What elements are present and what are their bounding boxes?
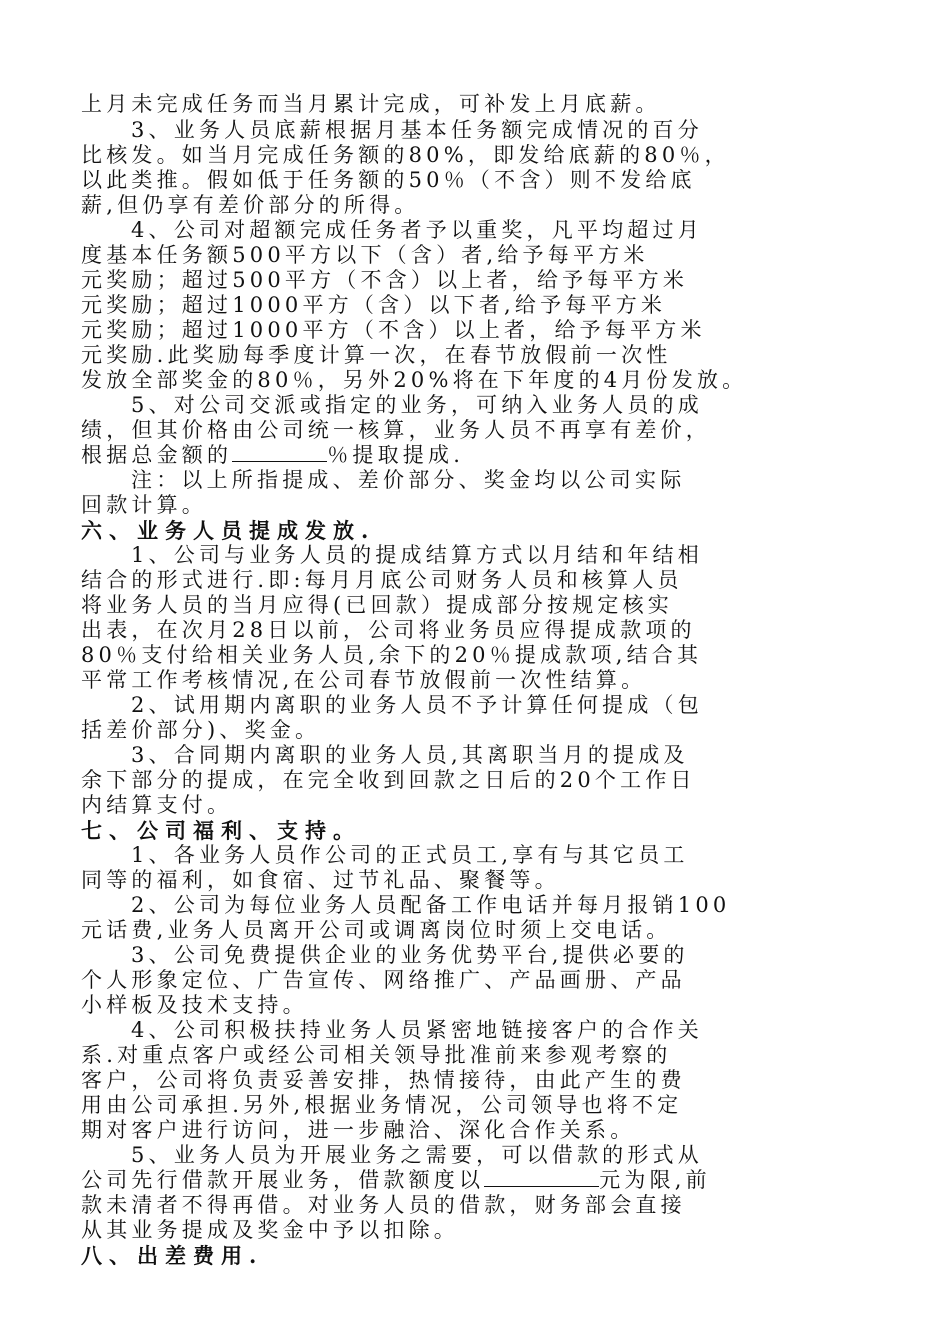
text-line: 薪,但仍享有差价部分的所得。 (81, 193, 420, 217)
text-line-with-blank (81, 1168, 881, 1193)
text-line: 以此类推。假如低于任务额的50％（不含）则不发给底 (81, 168, 696, 192)
text-line: 元话费,业务人员离开公司或调离岗位时须上交电话。 (81, 918, 672, 942)
text-line: 结合的形式进行.即:每月月底公司财务人员和核算人员 (81, 568, 683, 592)
text-line: 同等的福利，如食宿、过节礼品、聚餐等。 (81, 868, 560, 892)
note-line: 注：以上所指提成、差价部分、奖金均以公司实际 (131, 468, 686, 492)
text-segment: 元为限,前 (599, 1168, 711, 1192)
text-line: 度基本任务额500平方以下（含）者,给予每平方米 (81, 243, 649, 267)
text-line: 期对客户进行访问，进一步融洽、深化合作关系。 (81, 1118, 636, 1142)
text-line: 发放全部奖金的80％，另外20%将在下年度的4月份发放。 (81, 368, 748, 392)
text-line: 2、公司为每位业务人员配备工作电话并每月报销100 (131, 893, 731, 917)
text-segment: 根据总金额的 (81, 443, 233, 467)
section-heading: 八、出差费用. (81, 1243, 264, 1268)
text-line: 个人形象定位、广告宣传、网络推广、产品画册、产品 (81, 968, 686, 992)
section-heading: 六、业务人员提成发放. (81, 518, 376, 543)
text-line: 回款计算。 (81, 493, 207, 517)
text-line: 客户，公司将负责妥善安排，热情接待，由此产生的费 (81, 1068, 686, 1092)
text-line: 5、对公司交派或指定的业务，可纳入业务人员的成 (131, 393, 703, 417)
text-line: 小样板及技术支持。 (81, 993, 308, 1017)
fill-in-blank[interactable] (232, 443, 327, 462)
text-line: 从其业务提成及奖金中予以扣除。 (81, 1218, 459, 1242)
fill-in-blank[interactable] (484, 1168, 599, 1187)
text-line: 比核发。如当月完成任务额的80%，即发给底薪的80％， (81, 143, 730, 167)
text-line: 用由公司承担.另外,根据业务情况，公司领导也将不定 (81, 1093, 683, 1117)
text-line-with-blank (81, 443, 881, 468)
text-line: 5、业务人员为开展业务之需要，可以借款的形式从 (131, 1143, 703, 1167)
text-line: 4、公司对超额完成任务者予以重奖，凡平均超过月 (131, 218, 703, 242)
text-line: 元奖励；超过1000平方（不含）以上者，给予每平方米 (81, 318, 706, 342)
text-line: 元奖励.此奖励每季度计算一次，在春节放假前一次性 (81, 343, 672, 367)
text-line: 括差价部分)、奖金。 (81, 718, 321, 742)
text-line: 余下部分的提成，在完全收到回款之日后的20个工作日 (81, 768, 696, 792)
text-line: 1、公司与业务人员的提成结算方式以月结和年结相 (131, 543, 703, 567)
text-segment: 公司先行借款开展业务，借款额度以 (81, 1168, 485, 1192)
text-line: 4、公司积极扶持业务人员紧密地链接客户的合作关 (131, 1018, 703, 1042)
text-line: 3、合同期内离职的业务人员,其离职当月的提成及 (131, 743, 689, 767)
text-line: 1、各业务人员作公司的正式员工,享有与其它员工 (131, 843, 689, 867)
text-line: 绩，但其价格由公司统一核算，业务人员不再享有差价， (81, 418, 711, 442)
text-line: 2、试用期内离职的业务人员不予计算任何提成（包 (131, 693, 703, 717)
text-line: 3、公司免费提供企业的业务优势平台,提供必要的 (131, 943, 689, 967)
text-line: 平常工作考核情况,在公司春节放假前一次性结算。 (81, 668, 647, 692)
text-line: 80％支付给相关业务人员,余下的20％提成款项,结合其 (81, 643, 703, 667)
text-line: 内结算支付。 (81, 793, 233, 817)
text-line: 3、业务人员底薪根据月基本任务额完成情况的百分 (131, 118, 703, 142)
text-line: 系.对重点客户或经公司相关领导批准前来参观考察的 (81, 1043, 672, 1067)
text-line: 将业务人员的当月应得(已回款）提成部分按规定核实 (81, 593, 673, 617)
text-line: 出表，在次月28日以前，公司将业务员应得提成款项的 (81, 618, 696, 642)
text-line: 元奖励；超过500平方（不含）以上者，给予每平方米 (81, 268, 689, 292)
text-line: 上月未完成任务而当月累计完成，可补发上月底薪。 (81, 92, 661, 116)
text-segment: ％提取提成. (327, 443, 465, 467)
text-line: 元奖励；超过1000平方（含）以下者,给予每平方米 (81, 293, 667, 317)
text-line: 款未清者不得再借。对业务人员的借款，财务部会直接 (81, 1193, 686, 1217)
section-heading: 七、公司福利、支持。 (81, 818, 361, 843)
